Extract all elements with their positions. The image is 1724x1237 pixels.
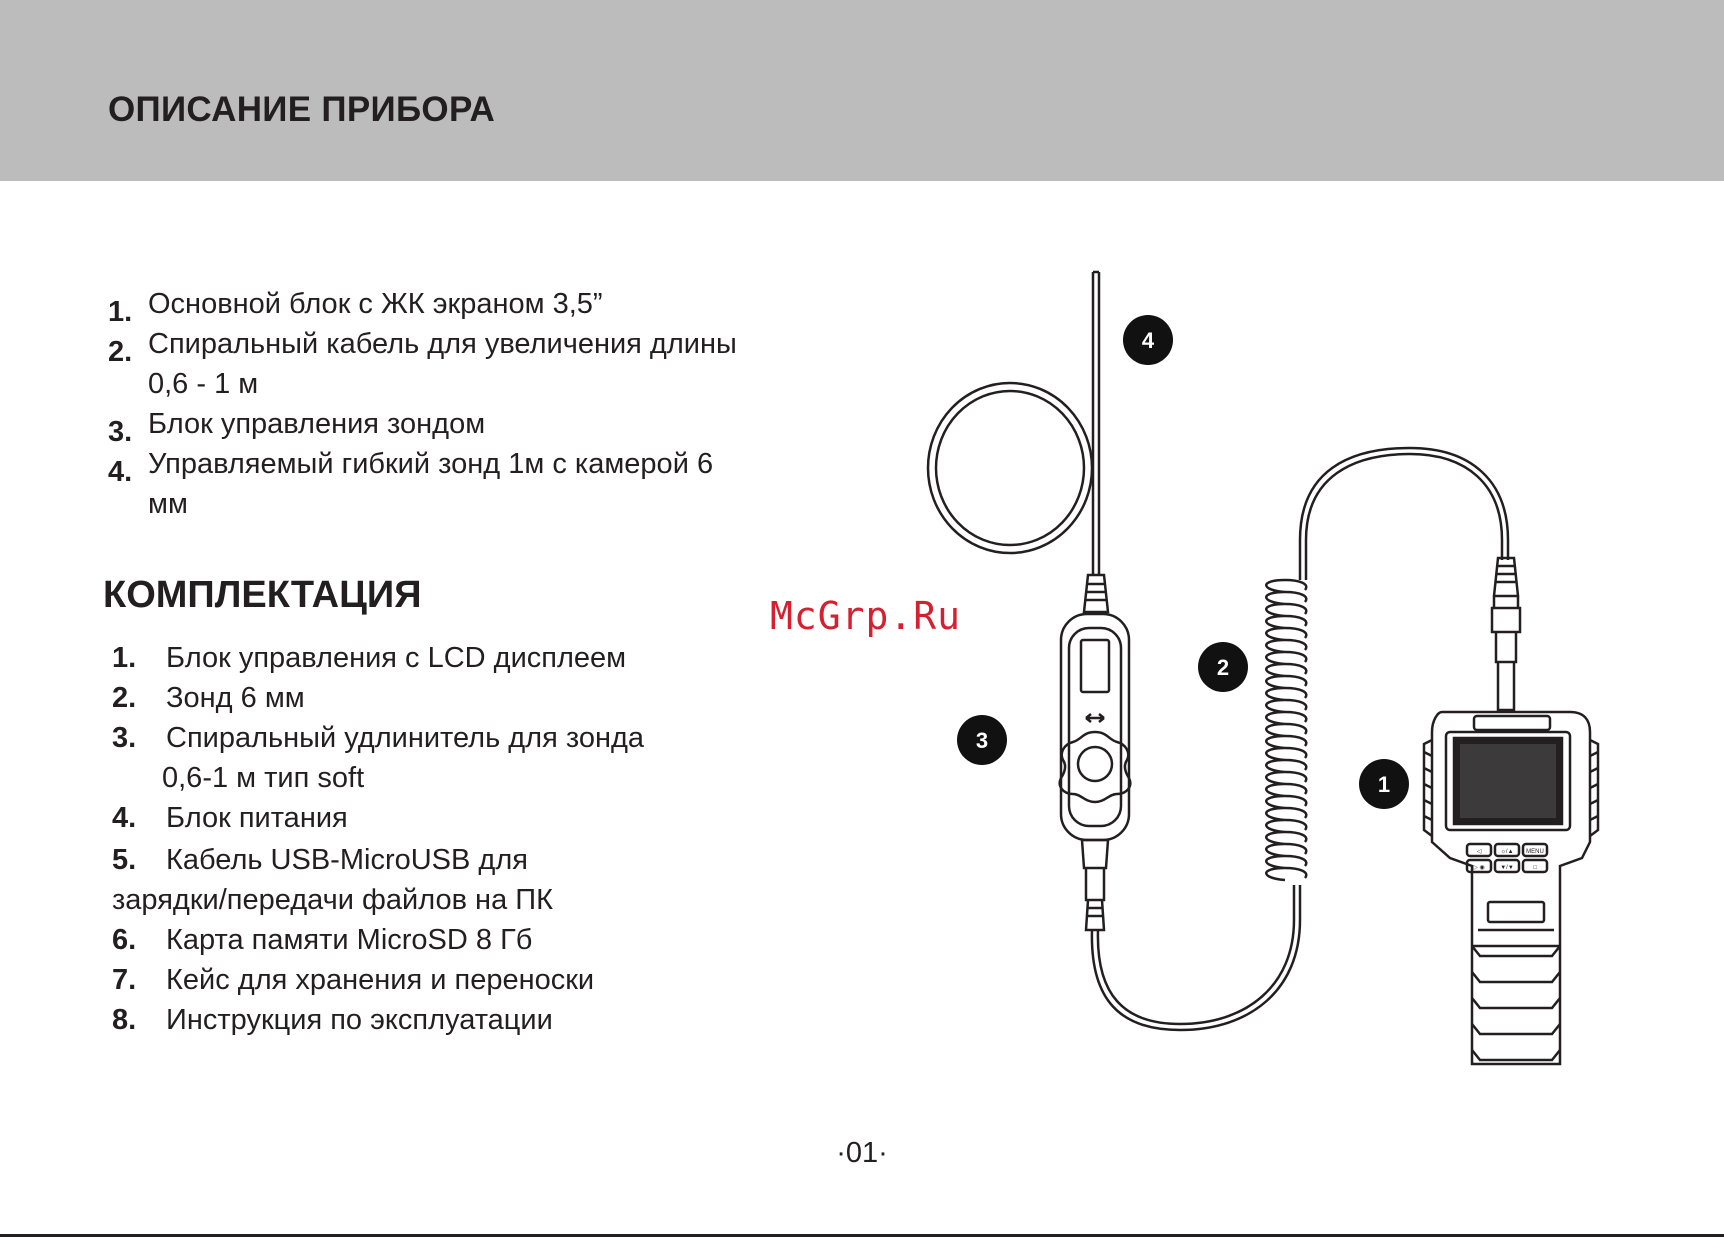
- kit-item-number: 4.: [112, 802, 137, 834]
- button-label: □: [1533, 865, 1537, 871]
- description-item-number: 3.: [108, 416, 133, 448]
- main-cable-arc: [1300, 448, 1508, 580]
- main-cable-arc-inner: [1306, 454, 1502, 580]
- button-label: ▷ ◉: [1473, 865, 1485, 871]
- main-unit-screen-highlight: [1460, 744, 1556, 818]
- main-unit-grip: [1472, 946, 1560, 1060]
- control-knob: [1060, 732, 1131, 802]
- control-knob-center: [1078, 747, 1112, 781]
- kit-item-number: 3.: [112, 722, 137, 754]
- description-item-text: Блок управления зондом: [148, 408, 486, 440]
- kit-item-text: Кабель USB-MicroUSB для: [166, 844, 528, 876]
- control-unit-body: [1061, 614, 1129, 840]
- kit-item-text: Блок питания: [166, 802, 348, 834]
- callout-4-label: 4: [1141, 328, 1155, 353]
- control-unit-arrow: [1086, 714, 1104, 722]
- control-strain-relief-top: [1084, 575, 1108, 612]
- kit-item-number: 5.: [112, 844, 137, 876]
- kit-item-continuation: 0,6-1 м тип soft: [162, 762, 365, 794]
- control-unit-inner: [1069, 628, 1121, 826]
- button-label: ▼/▼: [1500, 865, 1514, 871]
- description-item-number: 1.: [108, 296, 133, 328]
- button-label: ☼/▲: [1500, 849, 1514, 855]
- main-unit-top-panel: [1474, 716, 1550, 730]
- kit-item-text: Карта памяти MicroSD 8 Гб: [166, 924, 533, 956]
- control-unit-display: [1081, 640, 1109, 692]
- button-label: ◁: [1476, 849, 1482, 855]
- callout-1-label: 1: [1377, 772, 1391, 797]
- description-item-number: 4.: [108, 456, 133, 488]
- kit-item-text: Блок управления с LCD дисплеем: [166, 642, 627, 674]
- page-number: ·01·: [836, 1137, 888, 1169]
- callout-3-label: 3: [975, 728, 989, 753]
- spiral-cable: [1266, 580, 1306, 880]
- kit-item-text: Кейс для хранения и переноски: [166, 964, 595, 996]
- description-item-number: 2.: [108, 336, 133, 368]
- kit-item-number: 1.: [112, 642, 137, 674]
- description-item-text: Управляемый гибкий зонд 1м с камерой 6 мм: [148, 448, 714, 520]
- probe-rod: [1093, 272, 1099, 575]
- kit-item-continuation: зарядки/передачи файлов на ПК: [112, 884, 553, 916]
- description-item-text: Основной блок с ЖК экраном 3,5”: [148, 288, 603, 320]
- probe-loop: [928, 383, 1092, 553]
- callout-2-label: 2: [1216, 655, 1230, 680]
- kit-item-text: Зонд 6 мм: [166, 682, 305, 714]
- control-connector-lower: [1082, 840, 1108, 930]
- button-label: MENU: [1526, 849, 1544, 855]
- description-item-text: Спиральный кабель для увеличения длины 0,6 - 1 м: [148, 328, 737, 400]
- kit-section-title: КОМПЛЕКТАЦИЯ: [103, 574, 422, 616]
- main-unit-label-plate: [1488, 902, 1544, 922]
- main-unit-connector: [1492, 558, 1520, 710]
- watermark: McGrp.Ru: [770, 594, 962, 638]
- probe-loop-inner: [936, 391, 1084, 545]
- kit-item-text: Инструкция по эксплуатации: [166, 1004, 553, 1036]
- kit-item-number: 6.: [112, 924, 137, 956]
- kit-item-text: Спиральный удлинитель для зонда: [166, 722, 645, 754]
- kit-item-number: 2.: [112, 682, 137, 714]
- page-title: ОПИСАНИЕ ПРИБОРА: [108, 90, 496, 129]
- kit-item-number: 7.: [112, 964, 137, 996]
- kit-item-number: 8.: [112, 1004, 137, 1036]
